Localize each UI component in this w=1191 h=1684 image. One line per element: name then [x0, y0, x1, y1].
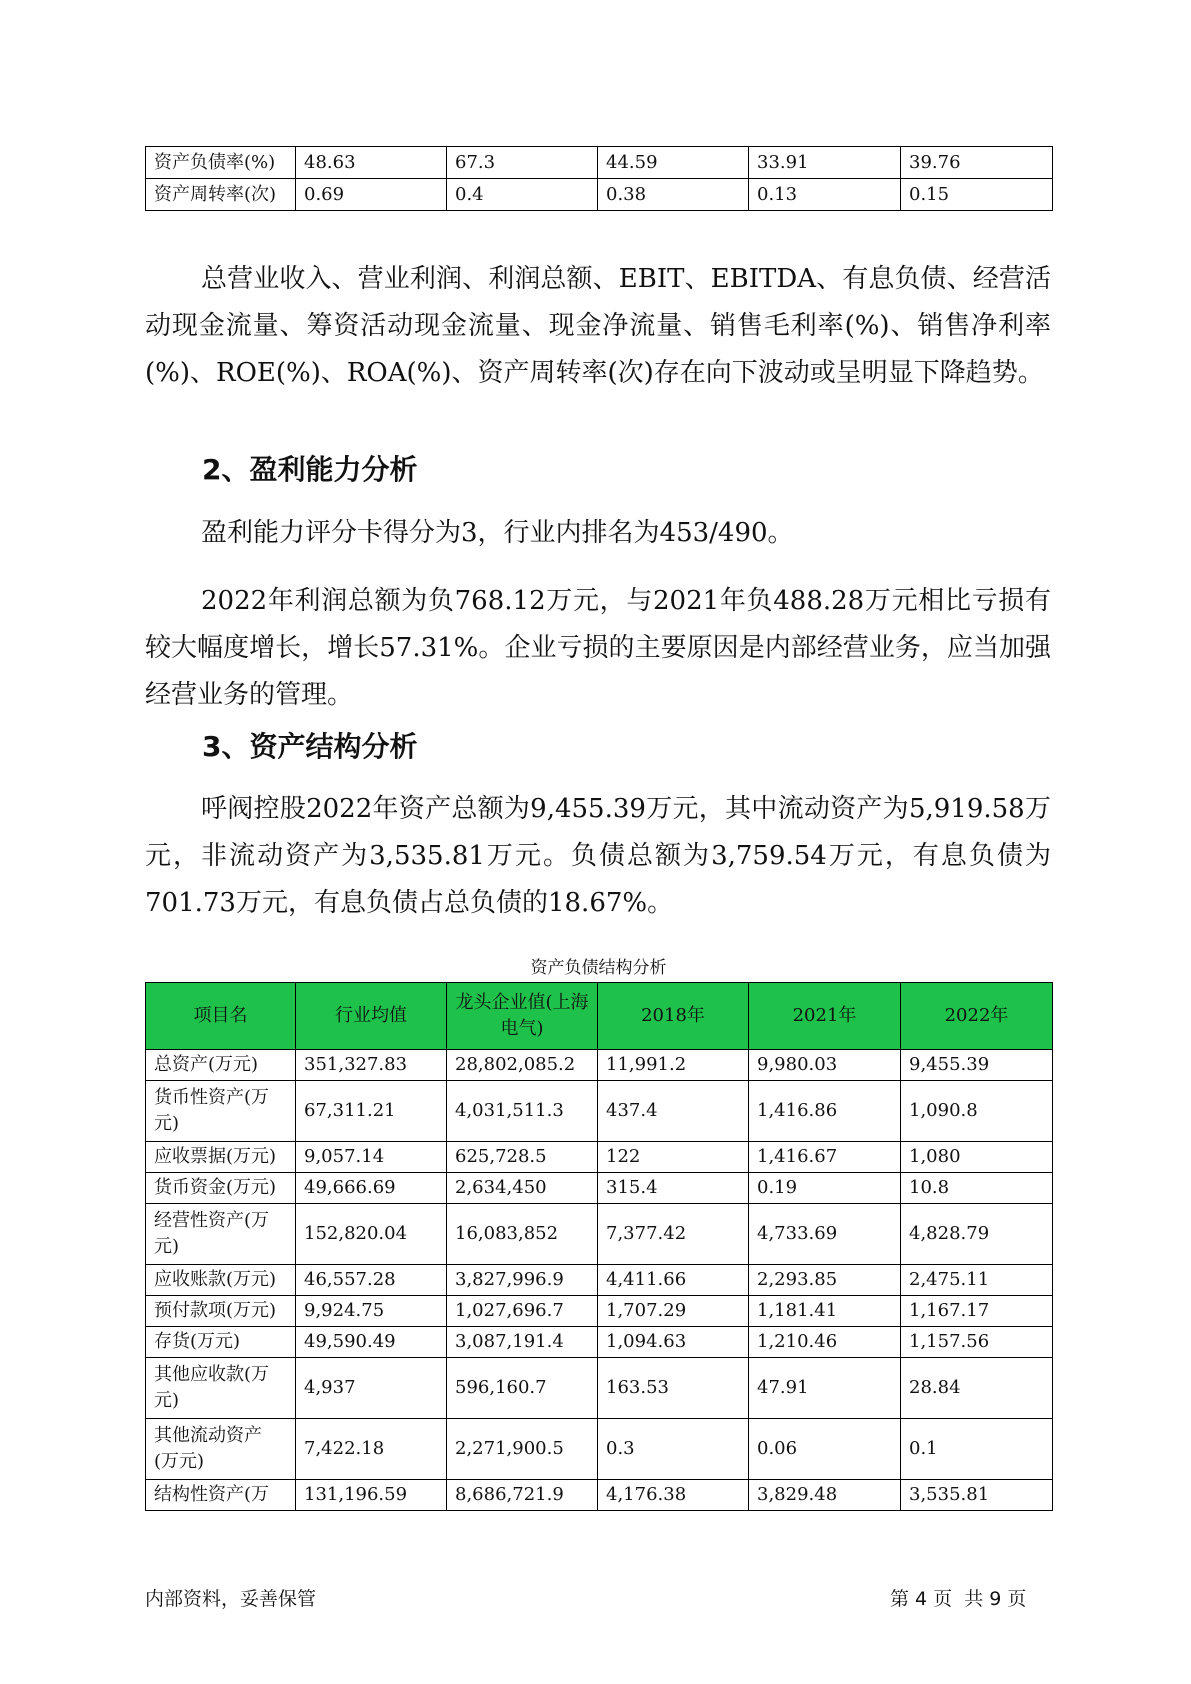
profit-heading: 2、盈利能力分析 — [202, 453, 418, 486]
table-cell: 351,327.83 — [296, 1050, 447, 1081]
table-cell: 资产周转率(次) — [146, 179, 296, 211]
table-cell: 44.59 — [598, 147, 749, 179]
table-cell: 7,377.42 — [598, 1204, 749, 1265]
table-header-cell: 项目名 — [146, 983, 296, 1050]
table-cell: 应收账款(万元) — [146, 1265, 296, 1296]
table-header-cell: 2022年 — [901, 983, 1053, 1050]
table-cell: 48.63 — [296, 147, 447, 179]
table-header-cell: 2018年 — [598, 983, 749, 1050]
table-caption: 资产负债结构分析 — [530, 958, 667, 978]
table-row — [146, 1480, 1053, 1511]
table-cell: 3,829.48 — [749, 1480, 901, 1511]
table-row — [146, 1265, 1053, 1296]
table-cell: 0.4 — [447, 179, 598, 211]
table-cell: 3,535.81 — [901, 1480, 1053, 1511]
table-cell: 28,802,085.2 — [447, 1050, 598, 1081]
table-cell: 315.4 — [598, 1173, 749, 1204]
table-cell: 1,167.17 — [901, 1296, 1053, 1327]
table-cell: 67,311.21 — [296, 1081, 447, 1142]
table-cell: 2,293.85 — [749, 1265, 901, 1296]
table-row — [146, 1296, 1053, 1327]
table-cell: 4,937 — [296, 1358, 447, 1419]
table-cell: 0.13 — [749, 179, 901, 211]
table-row — [146, 1142, 1053, 1173]
table-row — [146, 1173, 1053, 1204]
table-cell: 预付款项(万元) — [146, 1296, 296, 1327]
table-row — [146, 1419, 1053, 1480]
table-header-cell: 2021年 — [749, 983, 901, 1050]
table-cell: 0.69 — [296, 179, 447, 211]
table-cell: 1,707.29 — [598, 1296, 749, 1327]
table-cell: 结构性资产(万 — [146, 1480, 296, 1511]
table-cell: 9,980.03 — [749, 1050, 901, 1081]
table-cell: 3,827,996.9 — [447, 1265, 598, 1296]
table-cell: 596,160.7 — [447, 1358, 598, 1419]
profit-score-paragraph: 盈利能力评分卡得分为3，行业内排名为453/490。 — [201, 518, 794, 548]
table-cell: 9,455.39 — [901, 1050, 1053, 1081]
table-row — [146, 1204, 1053, 1265]
table-cell: 0.1 — [901, 1419, 1053, 1480]
table-cell: 49,590.49 — [296, 1327, 447, 1358]
table-cell: 9,057.14 — [296, 1142, 447, 1173]
table-cell: 其他流动资产(万元) — [146, 1419, 296, 1480]
table-cell: 3,087,191.4 — [447, 1327, 598, 1358]
table-cell: 163.53 — [598, 1358, 749, 1419]
table-row — [146, 1050, 1053, 1081]
table-cell: 存货(万元) — [146, 1327, 296, 1358]
table-cell: 152,820.04 — [296, 1204, 447, 1265]
table-row — [146, 1358, 1053, 1419]
table-cell: 1,181.41 — [749, 1296, 901, 1327]
table-cell: 28.84 — [901, 1358, 1053, 1419]
table-cell: 1,210.46 — [749, 1327, 901, 1358]
trend-paragraph: 总营业收入、营业利润、利润总额、EBIT、EBITDA、有息负债、经营活动现金流量、筹资活动现金流量、现金净流量、销售毛利率(%)、销售净利率(%)、ROE(%)、ROA(%)、资产周转率(次)存在向下波动或呈明显下降趋势。 — [145, 264, 1051, 388]
asset-detail-paragraph: 呼阀控股2022年资产总额为9,455.39万元，其中流动资产为5,919.58万元，非流动资产为3,535.81万元。负债总额为3,759.54万元，有息负债为701.73万元，有息负债占总负债的18.67%。 — [145, 794, 1051, 918]
table-cell: 437.4 — [598, 1081, 749, 1142]
table-header-cell: 龙头企业值(上海电气) — [447, 983, 598, 1050]
table-row — [146, 1327, 1053, 1358]
table-cell: 131,196.59 — [296, 1480, 447, 1511]
table-cell: 1,416.67 — [749, 1142, 901, 1173]
table-cell: 0.3 — [598, 1419, 749, 1480]
footer-confidential-note: 内部资料，妥善保管 — [145, 1588, 317, 1610]
footer-page-number: 第 4 页 共 9 页 — [890, 1588, 1027, 1610]
table-cell: 625,728.5 — [447, 1142, 598, 1173]
table-cell: 2,634,450 — [447, 1173, 598, 1204]
table-cell: 46,557.28 — [296, 1265, 447, 1296]
table-cell: 0.38 — [598, 179, 749, 211]
table-cell: 2,475.11 — [901, 1265, 1053, 1296]
table-cell: 货币性资产(万元) — [146, 1081, 296, 1142]
table-cell: 33.91 — [749, 147, 901, 179]
table-cell: 资产负债率(%) — [146, 147, 296, 179]
table-cell: 0.15 — [901, 179, 1053, 211]
table-cell: 总资产(万元) — [146, 1050, 296, 1081]
table-cell: 122 — [598, 1142, 749, 1173]
asset-structure-table — [145, 982, 1053, 1511]
table-cell: 4,176.38 — [598, 1480, 749, 1511]
table-header-cell: 行业均值 — [296, 983, 447, 1050]
table-cell: 1,080 — [901, 1142, 1053, 1173]
table-cell: 39.76 — [901, 147, 1053, 179]
table-cell: 11,991.2 — [598, 1050, 749, 1081]
table-cell: 9,924.75 — [296, 1296, 447, 1327]
table-cell: 16,083,852 — [447, 1204, 598, 1265]
table-cell: 应收票据(万元) — [146, 1142, 296, 1173]
table-cell: 2,271,900.5 — [447, 1419, 598, 1480]
table-row — [146, 1081, 1053, 1142]
table-cell: 经营性资产(万元) — [146, 1204, 296, 1265]
table-cell: 0.19 — [749, 1173, 901, 1204]
table-cell: 1,157.56 — [901, 1327, 1053, 1358]
table-cell: 10.8 — [901, 1173, 1053, 1204]
table-cell: 4,411.66 — [598, 1265, 749, 1296]
table-cell: 49,666.69 — [296, 1173, 447, 1204]
table-row — [146, 179, 1053, 211]
profit-detail-paragraph: 2022年利润总额为负768.12万元，与2021年负488.28万元相比亏损有较大幅度增长，增长57.31%。企业亏损的主要原因是内部经营业务，应当加强经营业务的管理。 — [145, 586, 1051, 710]
table-header-row — [146, 983, 1053, 1050]
table-cell: 7,422.18 — [296, 1419, 447, 1480]
table-cell: 1,027,696.7 — [447, 1296, 598, 1327]
asset-heading: 3、资产结构分析 — [202, 730, 418, 763]
table-row — [146, 147, 1053, 179]
table-cell: 4,733.69 — [749, 1204, 901, 1265]
table-cell: 4,828.79 — [901, 1204, 1053, 1265]
table-cell: 1,094.63 — [598, 1327, 749, 1358]
table-cell: 67.3 — [447, 147, 598, 179]
table-cell: 1,416.86 — [749, 1081, 901, 1142]
ratio-table — [145, 146, 1053, 211]
table-cell: 货币资金(万元) — [146, 1173, 296, 1204]
table-cell: 47.91 — [749, 1358, 901, 1419]
table-cell: 0.06 — [749, 1419, 901, 1480]
table-cell: 1,090.8 — [901, 1081, 1053, 1142]
table-cell: 4,031,511.3 — [447, 1081, 598, 1142]
table-cell: 其他应收款(万元) — [146, 1358, 296, 1419]
table-cell: 8,686,721.9 — [447, 1480, 598, 1511]
